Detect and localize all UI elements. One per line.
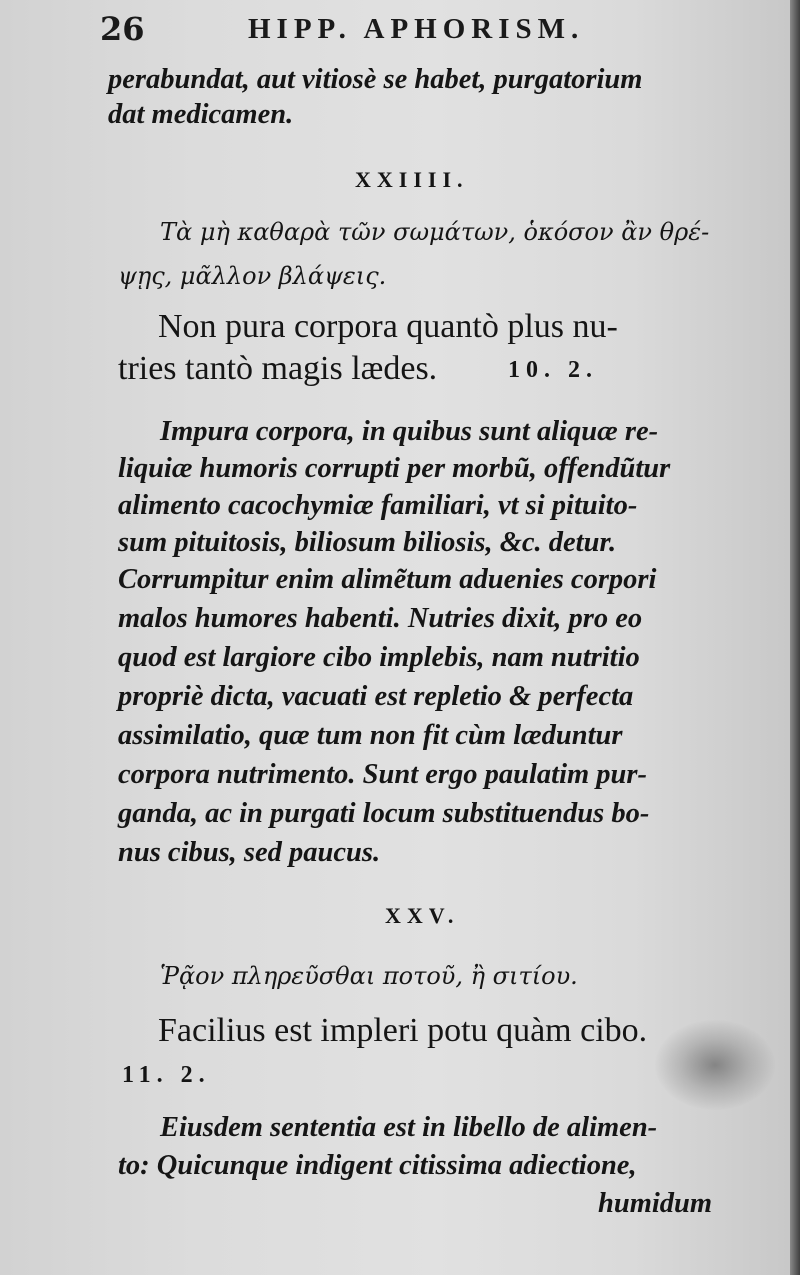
page-edge-shadow	[790, 0, 800, 1275]
aphorism-24-greek-line-2: ψῃς, μᾶλλον βλάψεις.	[118, 262, 387, 290]
aphorism-24-greek-line-1: Τὰ μὴ καθαρὰ τῶν σωμάτων, ὁκόσον ἂν θρέ-	[160, 218, 710, 246]
aphorism-24-commentary-line-10: corpora nutrimento. Sunt ergo paulatim pur-	[118, 759, 647, 790]
aphorism-24-latin-line-2: tries tantò magis lædes.	[118, 350, 438, 387]
page-number: 26	[100, 10, 145, 48]
intro-line-1: perabundat, aut vitiosè se habet, purgatorium	[108, 64, 643, 95]
aphorism-24-commentary-line-9: assimilatio, quæ tum non fit cùm læduntur	[118, 720, 623, 751]
aphorism-24-commentary-line-2: liquiæ humoris corrupti per morbũ, offendũtur	[118, 453, 671, 484]
aphorism-25-commentary-line-1: Eiusdem sententia est in libello de alimen-	[160, 1112, 658, 1143]
aphorism-25-commentary-line-3: humidum	[598, 1188, 713, 1219]
aphorism-24-latin-line-1: Non pura corpora quantò plus nu-	[158, 308, 618, 345]
aphorism-24-commentary-line-3: alimento cacochymiæ familiari, vt si pituito-	[118, 490, 638, 521]
aphorism-24-commentary-line-8: propriè dicta, vacuati est repletio & perfecta	[118, 681, 634, 712]
aphorism-25-greek-line: Ῥᾷον πληρεῦσθαι ποτοῦ, ἢ σιτίου.	[160, 962, 578, 990]
aphorism-24-commentary-line-11: ganda, ac in purgati locum substituendus bo-	[118, 798, 650, 829]
running-head: HIPP. APHORISM.	[248, 13, 585, 45]
aphorism-24-commentary-line-7: quod est largiore cibo implebis, nam nutritio	[118, 642, 640, 673]
aphorism-25-commentary-line-2: to: Quicunque indigent citissima adiectione,	[118, 1150, 637, 1181]
aphorism-25-latin-line: Facilius est impleri potu quàm cibo.	[158, 1012, 648, 1049]
water-stain	[655, 1020, 775, 1110]
aphorism-24-commentary-line-12: nus cibus, sed paucus.	[118, 837, 381, 868]
intro-line-2: dat medicamen.	[108, 99, 294, 130]
aphorism-25-number: XXV.	[385, 903, 460, 928]
aphorism-24-commentary-line-6: malos humores habenti. Nutries dixit, pro eo	[118, 603, 643, 634]
page-header	[100, 10, 660, 56]
aphorism-24-number: XXIIII.	[355, 167, 469, 192]
aphorism-25-reference: 11. 2.	[122, 1062, 211, 1088]
aphorism-24-commentary-line-1: Impura corpora, in quibus sunt aliquæ re-	[160, 416, 659, 447]
aphorism-24-reference: 10. 2.	[508, 357, 598, 383]
aphorism-24-commentary-line-5: Corrumpitur enim alimẽtum aduenies corpori	[118, 564, 657, 595]
aphorism-24-commentary-line-4: sum pituitosis, biliosum biliosis, &c. detur.	[118, 527, 617, 558]
